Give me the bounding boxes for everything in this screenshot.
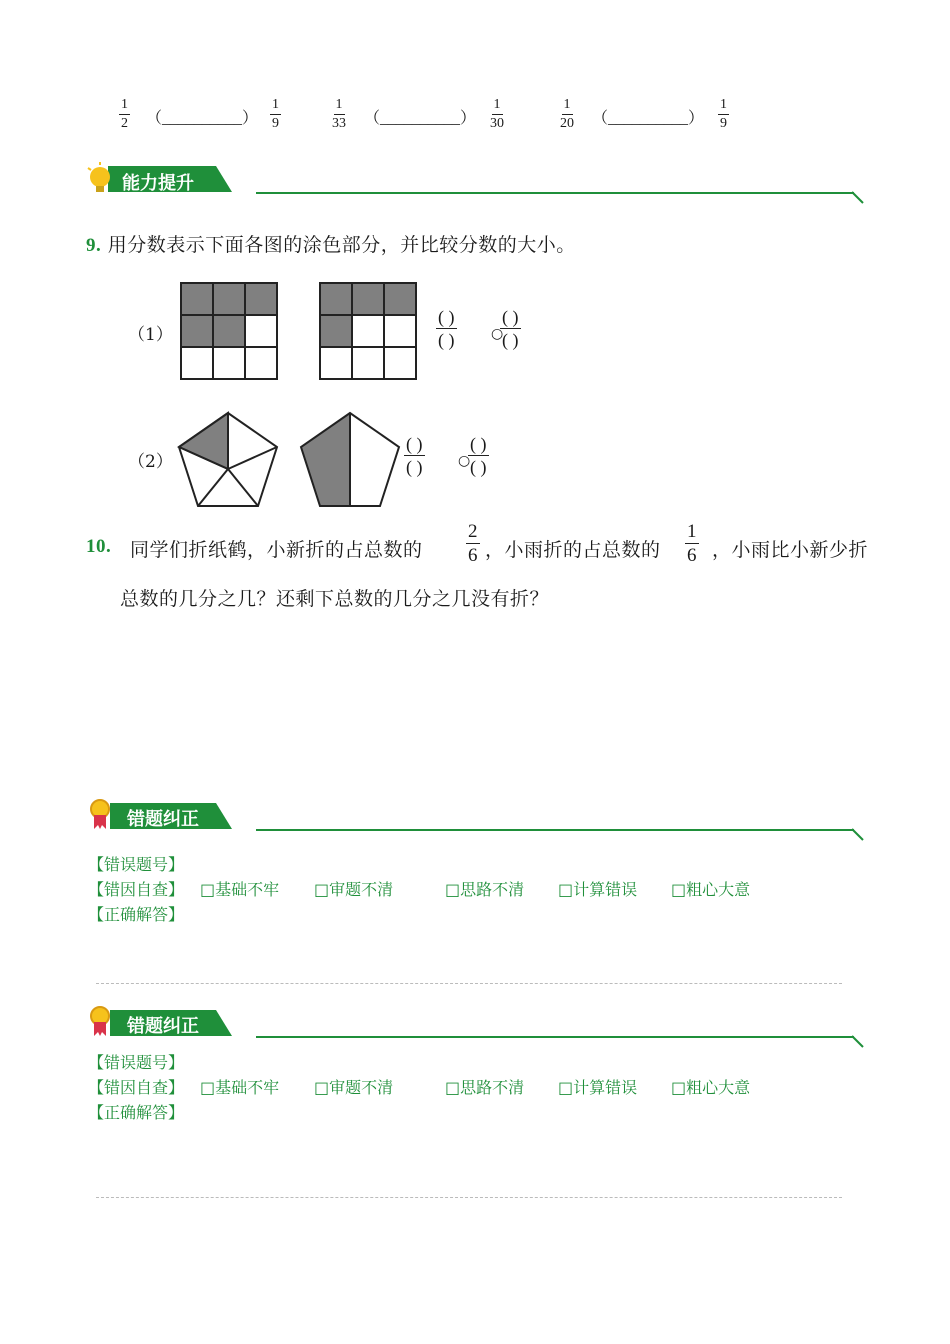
fraction: $\frac{1}{6}$: [687, 521, 697, 566]
fraction: $\frac{1}{20}$: [560, 97, 574, 131]
fraction: $\frac{1}{33}$: [332, 97, 346, 131]
error-cause-label: 【错因自查】: [88, 880, 185, 899]
question-10-text-b: ，小雨折的占总数的: [485, 539, 661, 561]
question-10-number: 10.: [86, 536, 112, 557]
divider: [256, 829, 854, 831]
option-checkbox[interactable]: □基础不牢: [200, 1078, 280, 1097]
question-10-text-d: 总数的几分之几？还剩下总数的几分之几没有折？: [120, 588, 550, 610]
fraction: $\frac{1}{2}$: [121, 97, 128, 131]
correct-answer-label: 【正确解答】: [88, 1103, 185, 1122]
blank-fraction[interactable]: ( ) ( ): [438, 307, 455, 350]
shaded-grid-1: [180, 282, 278, 380]
divider-tail: [850, 823, 866, 843]
answer-blank[interactable]: （__________）: [146, 110, 259, 127]
option-checkbox[interactable]: □计算错误: [558, 1078, 638, 1097]
option-checkbox[interactable]: □粗心大意: [671, 880, 751, 899]
blank-fraction[interactable]: ( ) ( ): [502, 307, 519, 350]
question-10-text-c: ，小雨比小新少折: [712, 539, 869, 561]
option-checkbox[interactable]: □审题不清: [314, 880, 394, 899]
fraction: $\frac{1}{30}$: [490, 97, 504, 131]
option-checkbox[interactable]: □计算错误: [558, 880, 638, 899]
answer-line: [96, 1197, 842, 1198]
fraction: $\frac{2}{6}$: [468, 521, 478, 566]
divider-tail: [850, 1030, 866, 1050]
option-checkbox[interactable]: □思路不清: [445, 880, 525, 899]
shaded-pentagon-2: [298, 410, 402, 510]
option-checkbox[interactable]: □粗心大意: [671, 1078, 751, 1097]
blank-fraction[interactable]: ( ) ( ): [406, 434, 423, 477]
blank-fraction[interactable]: ( ) ( ): [470, 434, 487, 477]
divider: [256, 1036, 854, 1038]
divider: [256, 192, 854, 194]
shaded-grid-2: [319, 282, 417, 380]
question-9: 9. 用分数表示下面各图的涂色部分，并比较分数的大小。: [86, 234, 576, 256]
error-number-label: 【错误题号】: [88, 1053, 185, 1072]
section-title: 能力提升: [122, 173, 194, 194]
fraction: $\frac{1}{9}$: [272, 97, 279, 131]
answer-line: [96, 983, 842, 984]
shaded-pentagon-1: [176, 410, 280, 510]
part-label: （2）: [128, 452, 173, 472]
question-10-text-a: 同学们折纸鹤，小新折的占总数的: [130, 539, 423, 561]
option-checkbox[interactable]: □思路不清: [445, 1078, 525, 1097]
fraction: $\frac{1}{9}$: [720, 97, 727, 131]
section-title: 错题纠正: [127, 1016, 199, 1037]
error-cause-label: 【错因自查】: [88, 1078, 185, 1097]
divider-tail: [850, 186, 866, 206]
option-checkbox[interactable]: □审题不清: [314, 1078, 394, 1097]
correct-answer-label: 【正确解答】: [88, 905, 185, 924]
answer-blank[interactable]: （__________）: [592, 110, 705, 127]
section-title: 错题纠正: [127, 809, 199, 830]
compare-circle[interactable]: ○: [491, 326, 504, 342]
compare-circle[interactable]: ○: [458, 453, 471, 469]
part-label: （1）: [128, 325, 173, 345]
answer-blank[interactable]: （__________）: [364, 110, 477, 127]
option-checkbox[interactable]: □基础不牢: [200, 880, 280, 899]
error-number-label: 【错误题号】: [88, 855, 185, 874]
